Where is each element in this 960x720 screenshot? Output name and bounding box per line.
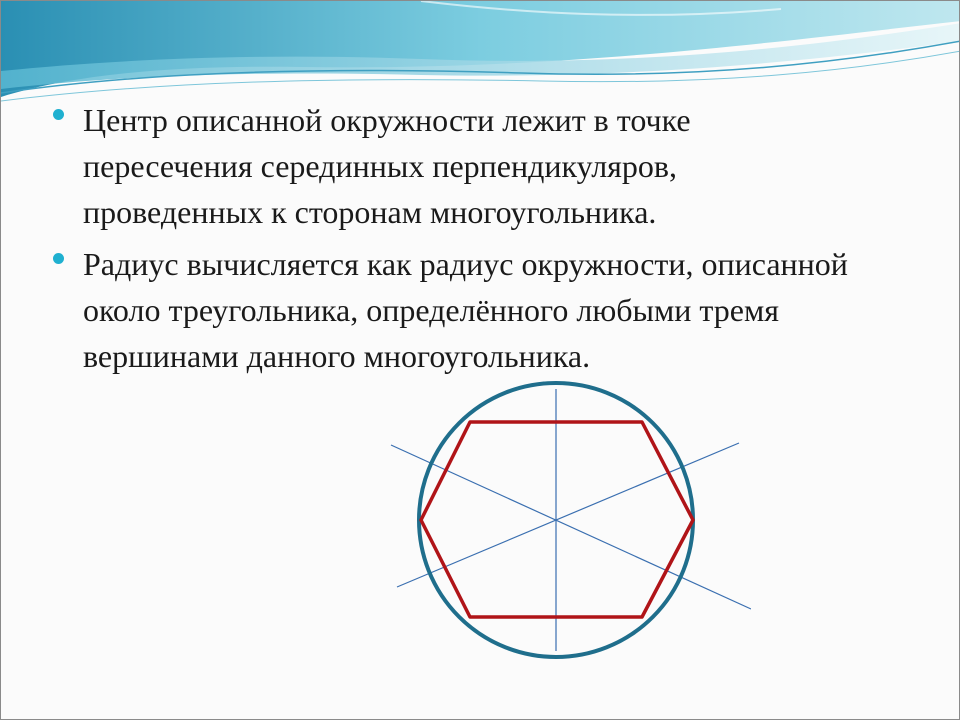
bullet-icon [53,109,64,120]
header-wave-decoration [1,1,960,111]
bullet-icon [53,253,64,264]
hexagon-circumcircle-diagram [371,381,751,661]
bullet-text: Радиус вычисляется как радиус окружности, описанной около треугольника, определённого любыми тремя вершинами данного многоугольника. [83,246,848,374]
bullet-text: Центр описанной окружности лежит в точке пересечения серединных перпендикуляров, проведенных к сторонам многоугольника. [83,102,691,230]
bullet-item [53,97,853,235]
bullet-list [53,97,853,385]
bullet-item [53,241,853,379]
